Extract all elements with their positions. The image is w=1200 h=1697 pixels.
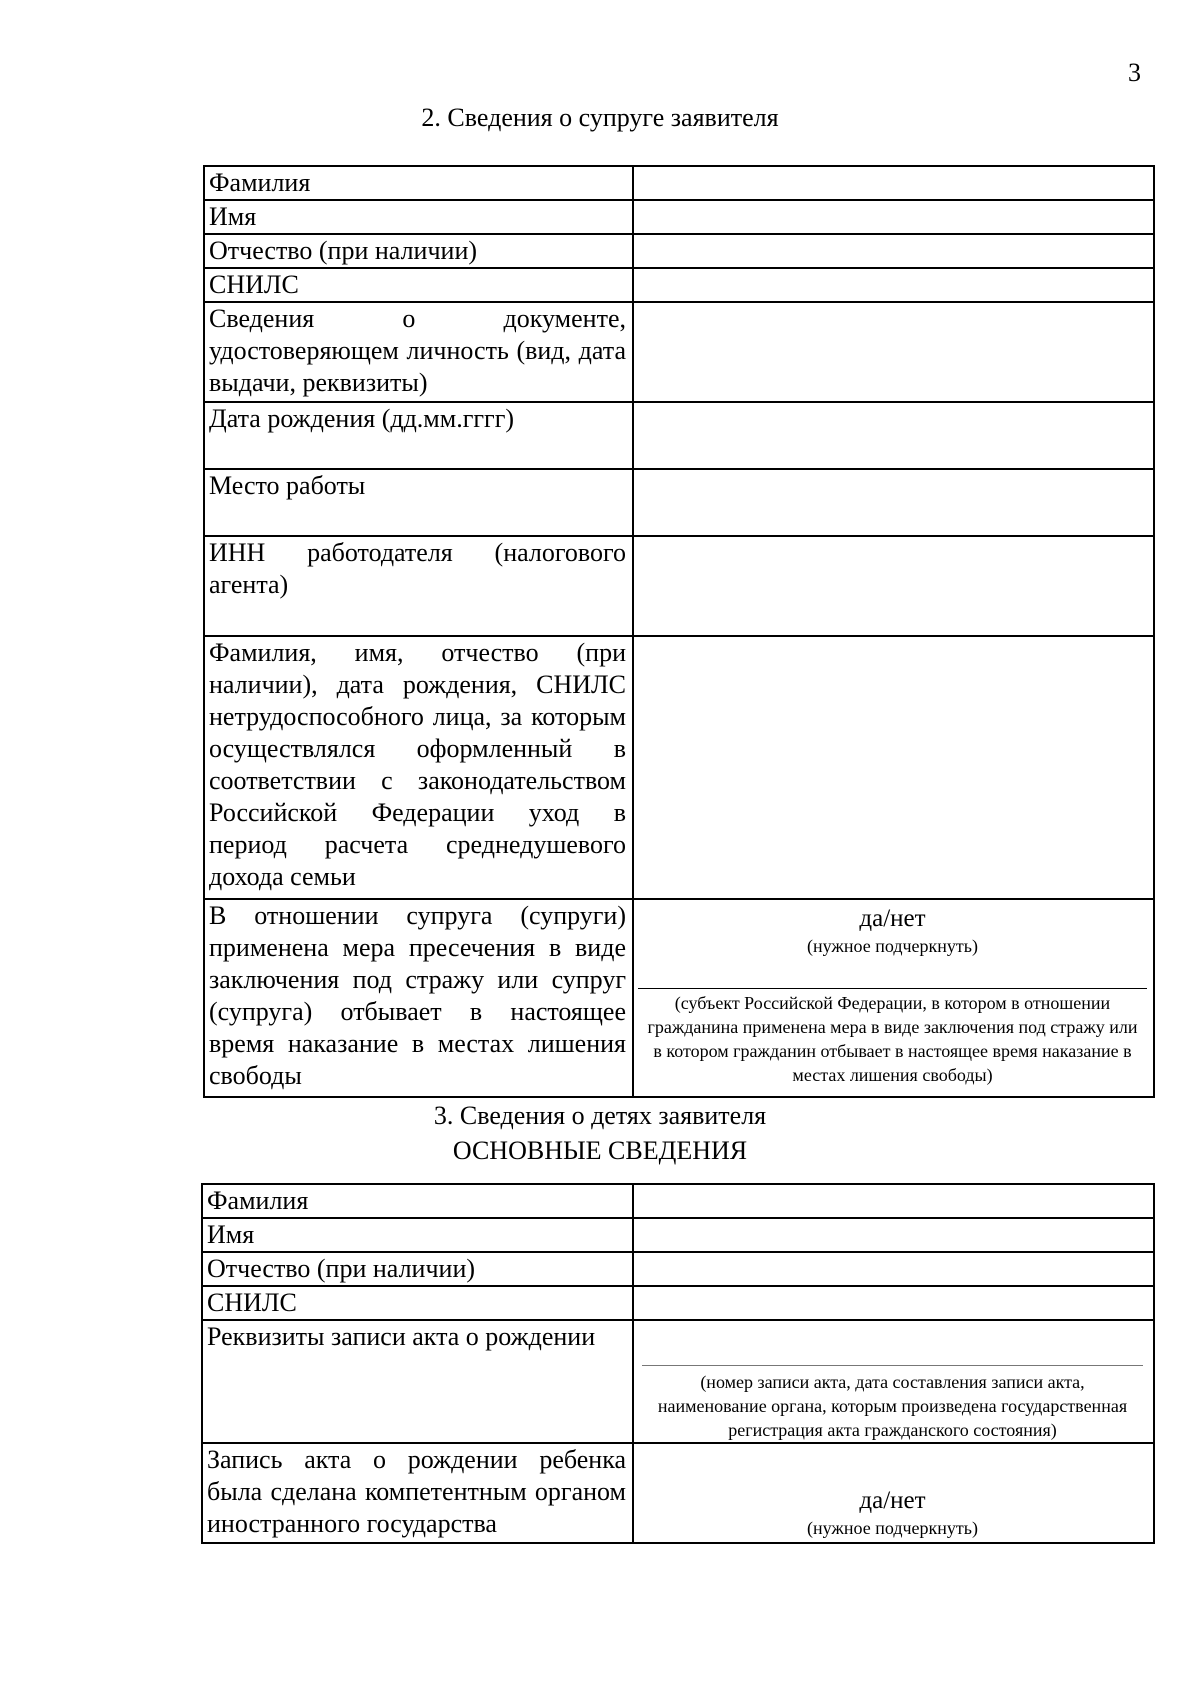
custody-subject-hint: (субъект Российской Федерации, в котором в отношении гражданина применена мера в виде заключения под стражу или в котором гражданин отбывает в настоящее время наказание в местах лишения свободы) (647, 993, 1138, 1085)
section3-title: 3. Сведения о детях заявителя (433, 1101, 767, 1130)
spouse-surname-field[interactable] (633, 166, 1154, 200)
spouse-snils-field[interactable] (633, 268, 1154, 302)
label-foreign-record: Запись акта о рождении ребенка была сделана компетентным органом иностранного государства (202, 1443, 633, 1543)
custody-underline-hint: (нужное подчеркнуть) (807, 936, 978, 956)
table-row (202, 1218, 1154, 1252)
table-row (204, 234, 1154, 268)
label-dependent-care: Фамилия, имя, отчество (при наличии), дата рождения, СНИЛС нетрудоспособного лица, за которым осуществлялся оформленный в соответствии с законодательством Российской Федерации уход в период расчета среднедушевого дохода семьи (204, 636, 633, 899)
table-row (204, 302, 1154, 402)
table-row (202, 1252, 1154, 1286)
label-patronymic: Отчество (при наличии) (204, 234, 633, 268)
section2-title: 2. Сведения о супруге заявителя (421, 103, 779, 132)
label-birth-date: Дата рождения (дд.мм.гггг) (204, 402, 633, 469)
table-row (204, 402, 1154, 469)
birth-record-field[interactable] (642, 1321, 1143, 1366)
table-row (204, 268, 1154, 302)
spouse-dependent-care-field[interactable] (633, 636, 1154, 899)
table-row (202, 1320, 1154, 1443)
foreign-yes-no[interactable]: да/нет (859, 1487, 926, 1514)
spouse-workplace-field[interactable] (633, 469, 1154, 536)
foreign-underline-hint: (нужное подчеркнуть) (807, 1518, 978, 1538)
label-snils: СНИЛС (204, 268, 633, 302)
table-row (204, 636, 1154, 899)
label-id-document: Сведения о документе, удостоверяющем личность (вид, дата выдачи, реквизиты) (204, 302, 633, 402)
child-patronymic-field[interactable] (633, 1252, 1154, 1286)
label-birth-record: Реквизиты записи акта о рождении (202, 1320, 633, 1443)
label-surname: Фамилия (204, 166, 633, 200)
label-custody: В отношении супруга (супруги) применена мера пресечения в виде заключения под стражу или супруг (супруга) отбывает в настоящее время наказание в местах лишения свободы (204, 899, 633, 1097)
foreign-record-cell[interactable] (633, 1443, 1154, 1543)
table-row (204, 899, 1154, 1097)
spouse-custody-cell (633, 899, 1154, 1097)
spouse-patronymic-field[interactable] (633, 234, 1154, 268)
label-child-name: Имя (202, 1218, 633, 1252)
child-surname-field[interactable] (633, 1184, 1154, 1218)
label-child-patronymic: Отчество (при наличии) (202, 1252, 633, 1286)
child-name-field[interactable] (633, 1218, 1154, 1252)
children-info-table (201, 1183, 1155, 1544)
child-birth-record-cell (633, 1320, 1154, 1443)
custody-choice-area[interactable] (638, 900, 1147, 989)
section3-subtitle: ОСНОВНЫЕ СВЕДЕНИЯ (452, 1136, 748, 1165)
table-row (204, 536, 1154, 636)
child-snils-field[interactable] (633, 1286, 1154, 1320)
label-name: Имя (204, 200, 633, 234)
label-workplace: Место работы (204, 469, 633, 536)
label-child-snils: СНИЛС (202, 1286, 633, 1320)
spouse-id-document-field[interactable] (633, 302, 1154, 402)
table-row (202, 1184, 1154, 1218)
spouse-employer-inn-field[interactable] (633, 536, 1154, 636)
table-row (204, 469, 1154, 536)
custody-yes-no[interactable]: да/нет (859, 905, 926, 932)
table-row (204, 200, 1154, 234)
table-row (204, 166, 1154, 200)
page-number: 3 (1128, 58, 1141, 87)
label-employer-inn: ИНН работодателя (налогового агента) (204, 536, 633, 636)
table-row (202, 1443, 1154, 1543)
birth-record-hint: (номер записи акта, дата составления записи акта, наименование органа, которым произведена государственная регистрация акта гражданского состояния) (657, 1372, 1128, 1440)
spouse-birth-date-field[interactable] (633, 402, 1154, 469)
spouse-info-table (203, 165, 1155, 1098)
spouse-name-field[interactable] (633, 200, 1154, 234)
table-row (202, 1286, 1154, 1320)
label-child-surname: Фамилия (202, 1184, 633, 1218)
